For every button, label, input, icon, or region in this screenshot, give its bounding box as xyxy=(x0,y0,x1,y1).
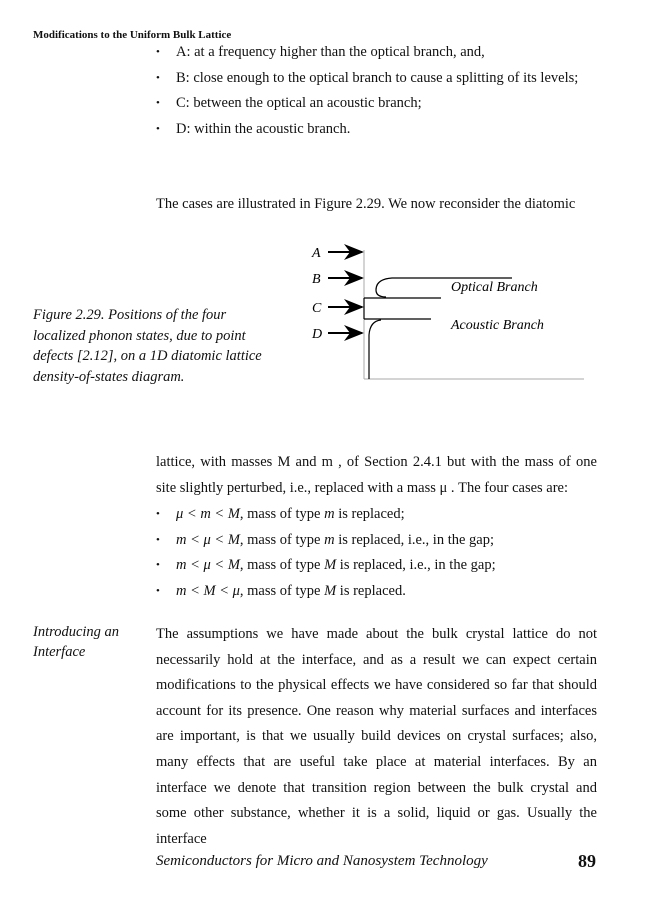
mass-type: m xyxy=(324,506,335,522)
running-header: Modifications to the Uniform Bulk Lattice xyxy=(33,29,232,41)
list-item xyxy=(156,502,597,528)
list-item: • B: close enough to the optical branch to cause a splitting of its levels; xyxy=(156,66,597,92)
text: is replaced. xyxy=(336,582,406,599)
acoustic-curve xyxy=(369,320,381,379)
list-item: • D: within the acoustic branch. xyxy=(156,117,597,143)
label-d: D xyxy=(312,327,323,342)
mass-cases-list xyxy=(156,502,597,604)
text: is replaced; xyxy=(334,506,405,522)
optical-branch-label: Optical Branch xyxy=(451,280,538,295)
list-item xyxy=(156,528,597,554)
figure-caption: Figure 2.29. Positions of the four localized phonon states, due to point defects [2.12], on a 1D diatomic lattice density-of-states diagram. xyxy=(33,307,262,385)
paragraph: lattice, with masses M and m , of Section 2.4.1 but with the mass of one site slightly perturbed, i.e., replaced with a mass μ . The four cases are: xyxy=(156,454,597,496)
footer-title: Semiconductors for Micro and Nanosystem Technology xyxy=(156,853,488,869)
relation: m < μ < M xyxy=(176,557,240,574)
list-item xyxy=(156,553,597,579)
margin-heading: Introducing an Interface xyxy=(33,624,120,660)
text: , mass of type xyxy=(239,582,325,599)
paragraph: The assumptions we have made about the bulk crystal lattice do not necessarily hold at the interface, and as a result we can expect certain modifications to the physical effects we have considered so far that should account for its presence. One reason why material surfaces and interfaces are important, is that we usually build devices on crystal surfaces; also, many effects that are useful take place at material interfaces. By an interface we denote that transition region between the bulk crystal and some other substance, whether it is a solid, liquid or gas. Usually the interface xyxy=(156,626,597,847)
text: , mass of type xyxy=(239,531,325,548)
text: , mass of type xyxy=(239,557,325,574)
relation: m < μ < M xyxy=(176,531,240,548)
label-a: A xyxy=(312,246,321,261)
page-number: 89 xyxy=(578,851,596,871)
label-b: B xyxy=(312,272,321,287)
mass-type: M xyxy=(324,557,337,574)
mass-type: m xyxy=(324,531,335,548)
text: is replaced, i.e., in the gap; xyxy=(336,557,496,574)
text: , mass of type xyxy=(239,506,325,522)
list-item xyxy=(156,579,597,605)
paragraph: The cases are illustrated in Figure 2.29. We now reconsider the diatomic xyxy=(156,196,576,212)
text: is replaced, i.e., in the gap; xyxy=(334,531,495,548)
acoustic-branch-label: Acoustic Branch xyxy=(451,318,544,333)
list-item: • A: at a frequency higher than the optical branch, and, xyxy=(156,40,597,66)
label-c: C xyxy=(312,301,322,316)
relation: μ < m < M xyxy=(176,506,240,522)
mass-type: M xyxy=(324,582,337,599)
list-item: • C: between the optical an acoustic branch; xyxy=(156,91,597,117)
relation: m < M < μ xyxy=(176,582,240,599)
